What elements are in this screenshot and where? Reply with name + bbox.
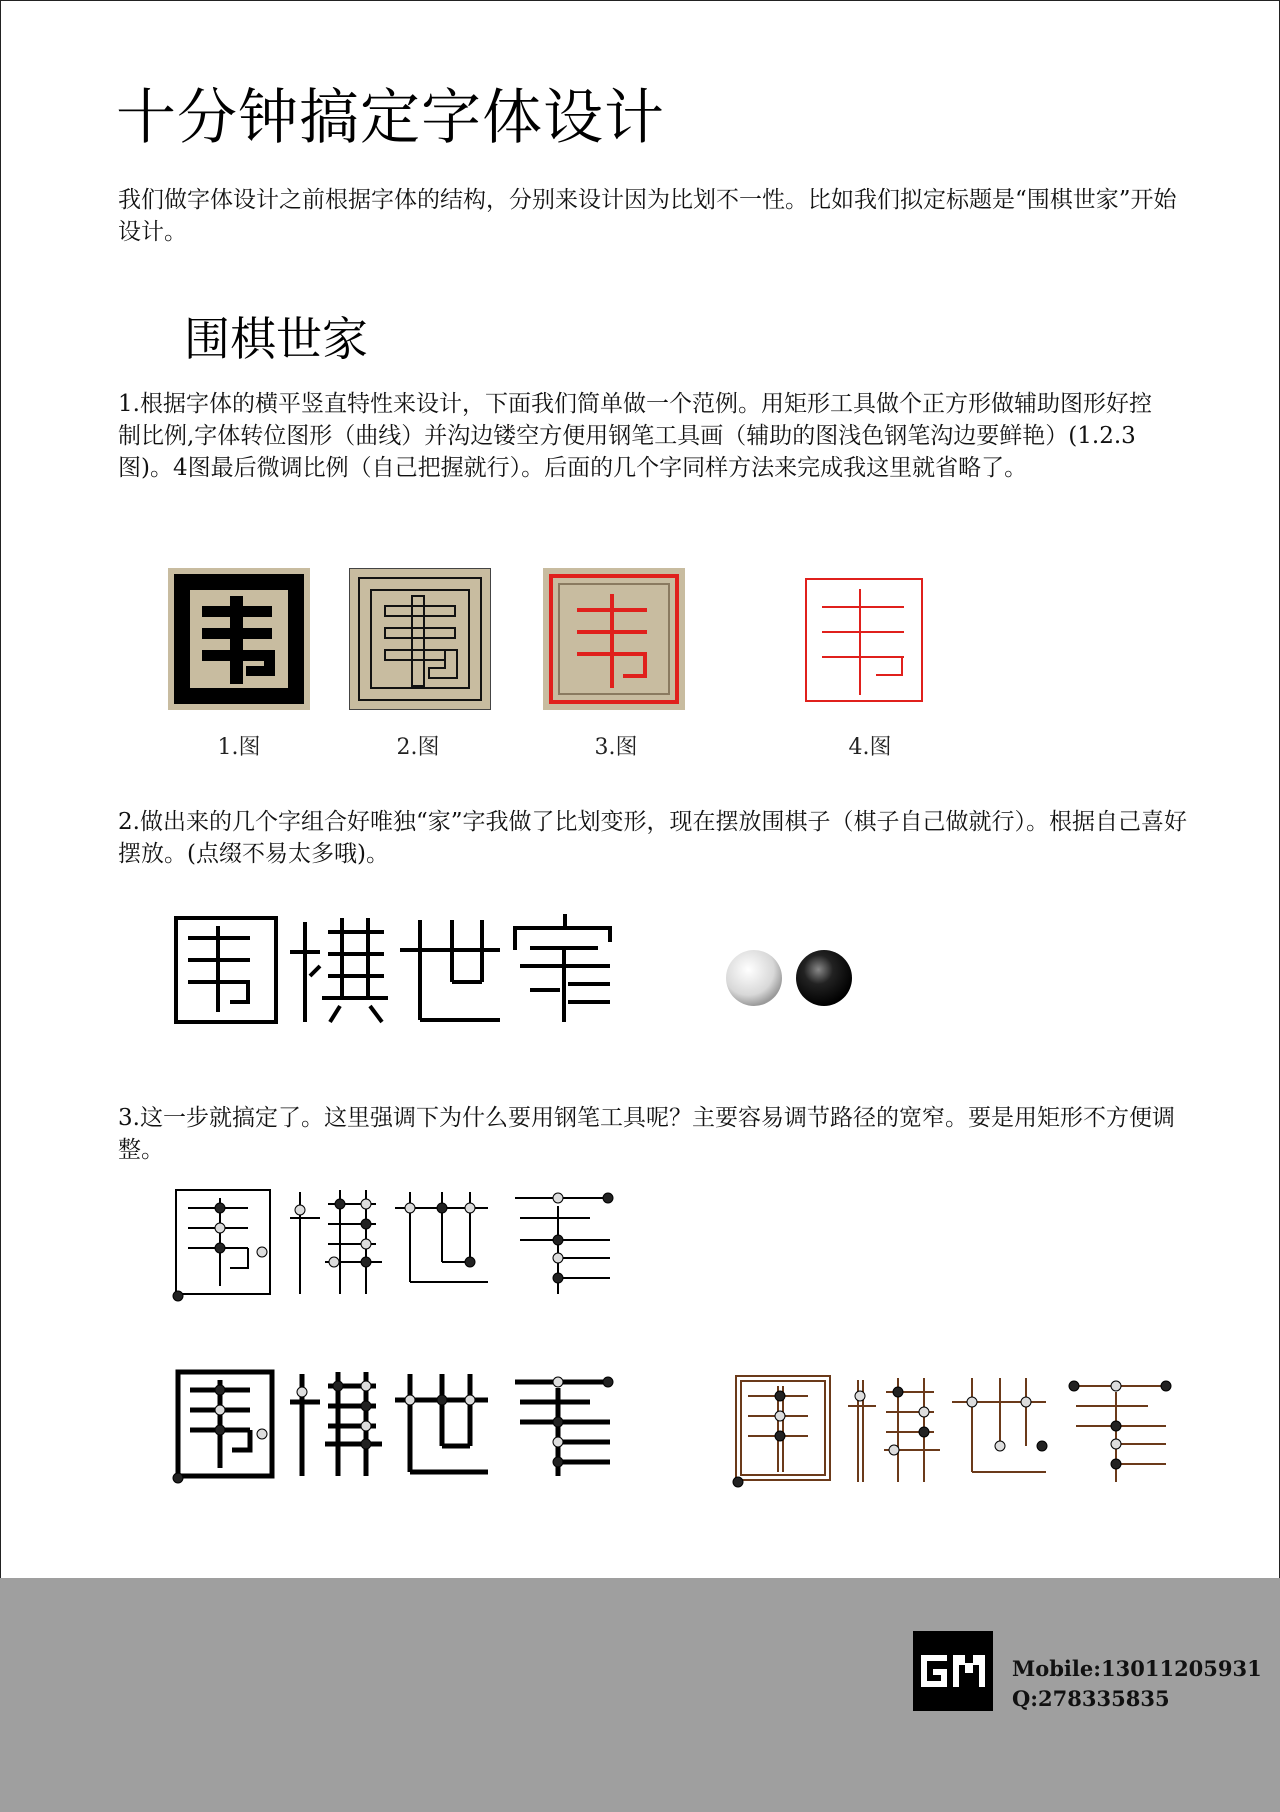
step2-paragraph: 2.做出来的几个字组合好唯独“家”字我做了比划变形，现在摆放围棋子（棋子自己做就行）。根据自己喜好摆放。(点缀不易太多哦)。 xyxy=(118,809,1187,867)
logotype-line-art xyxy=(170,910,620,1030)
gm-logo xyxy=(913,1631,993,1711)
black-stone xyxy=(796,950,852,1006)
figure-1-caption: 1.图 xyxy=(217,735,261,760)
figure-1-image xyxy=(168,568,310,710)
contact-qq: Q:278335835 xyxy=(1012,1686,1170,1711)
white-stone xyxy=(726,950,782,1006)
logotype-brown-outline xyxy=(730,1372,1180,1488)
figure-3-caption: 3.图 xyxy=(594,735,638,760)
word-title: 围棋世家 xyxy=(184,312,368,366)
intro-paragraph: 我们做字体设计之前根据字体的结构，分别来设计因为比划不一性。比如我们拟定标题是“围棋世家”开始设计。 xyxy=(118,187,1177,245)
page-title: 十分钟搞定字体设计 xyxy=(116,83,665,153)
figure-2-image xyxy=(349,568,491,710)
logotype-with-stones-1 xyxy=(170,1182,620,1302)
contact-mobile: Mobile:13011205931 xyxy=(1012,1656,1262,1681)
figure-4-caption: 4.图 xyxy=(848,735,892,760)
figure-2-caption: 2.图 xyxy=(396,735,440,760)
gm-logo-mark xyxy=(913,1631,993,1711)
step1-paragraph: 1.根据字体的横平竖直特性来设计，下面我们简单做一个范例。用矩形工具做个正方形做辅助图形好控制比例,字体转位图形（曲线）并沟边镂空方便用钢笔工具画（辅助的图浅色钢笔沟边要鲜艳）(1.2.3图)。4图最后微调比例（自己把握就行）。后面的几个字同样方法来完成我这里就省略了。 xyxy=(118,391,1152,481)
step3-paragraph: 3.这一步就搞定了。这里强调下为什么要用钢笔工具呢？主要容易调节路径的宽窄。要是用矩形不方便调整。 xyxy=(118,1105,1175,1163)
go-stones xyxy=(724,948,860,1008)
figure-4-image xyxy=(804,577,924,703)
logotype-with-stones-2 xyxy=(170,1364,620,1484)
figure-3-image xyxy=(543,568,685,710)
